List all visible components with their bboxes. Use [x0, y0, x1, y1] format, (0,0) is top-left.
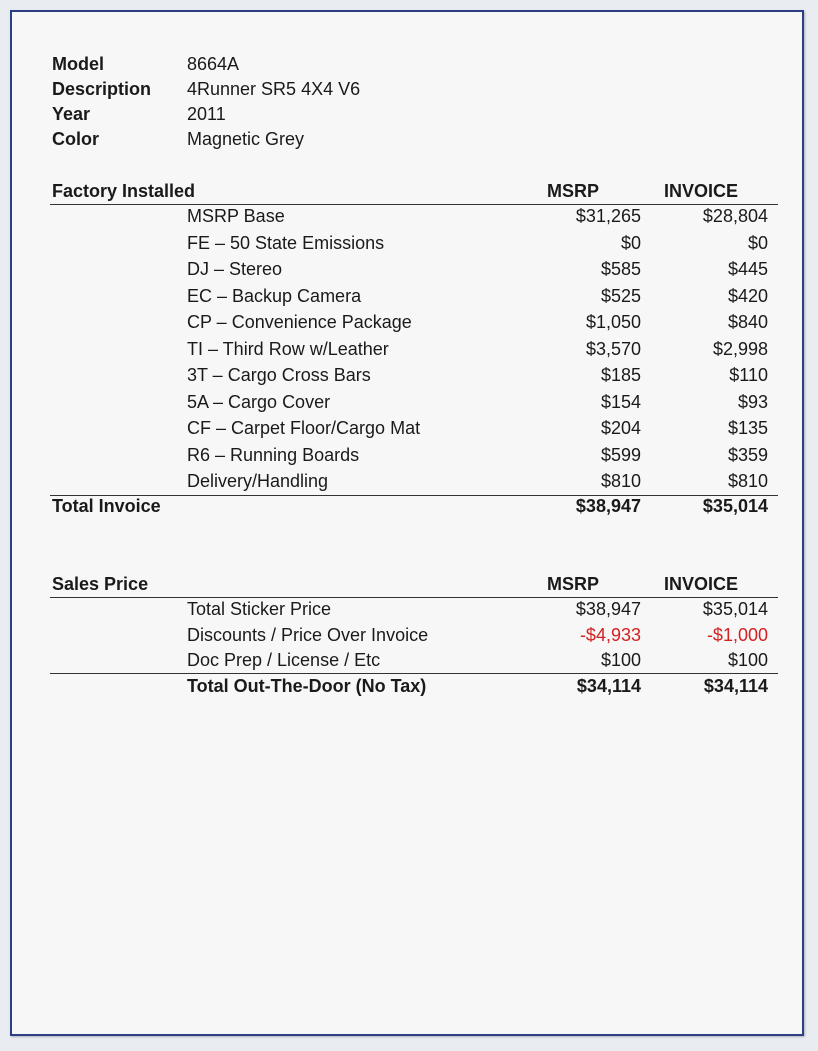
item-label: EC – Backup Camera — [187, 285, 362, 306]
total-invoice-msrp: $38,947 — [575, 496, 641, 516]
item-invoice: $0 — [747, 232, 768, 253]
item-invoice: $840 — [727, 312, 768, 332]
factory-msrp-heading: MSRP — [547, 181, 600, 201]
out-the-door-label: Total Out-The-Door (No Tax) — [187, 676, 427, 696]
color-label: Color — [52, 129, 99, 149]
sales-heading: Sales Price — [52, 574, 149, 594]
item-invoice: $35,014 — [702, 599, 768, 619]
factory-invoice-heading: INVOICE — [664, 181, 739, 201]
item-label: TI – Third Row w/Leather — [187, 338, 389, 359]
item-msrp: $810 — [600, 471, 641, 491]
item-msrp: $100 — [600, 650, 641, 670]
description-value: 4Runner SR5 4X4 V6 — [187, 79, 361, 99]
color-value: Magnetic Grey — [187, 129, 305, 149]
item-label: MSRP Base — [187, 206, 285, 226]
item-msrp: $585 — [600, 259, 641, 279]
item-msrp: $525 — [600, 285, 641, 306]
price-sheet-page — [10, 10, 804, 1036]
table-row — [12, 230, 806, 256]
item-msrp: -$4,933 — [579, 624, 641, 645]
year-label: Year — [52, 104, 91, 124]
total-invoice-invoice: $35,014 — [702, 496, 768, 516]
sales-invoice-heading: INVOICE — [664, 574, 739, 594]
item-invoice: $110 — [729, 365, 768, 385]
total-invoice-label: Total Invoice — [52, 496, 161, 516]
item-msrp: $1,050 — [585, 312, 641, 332]
item-invoice: $810 — [727, 471, 768, 491]
item-label: Total Sticker Price — [187, 599, 332, 619]
table-row — [12, 389, 806, 415]
table-row — [12, 309, 806, 335]
item-label: CF – Carpet Floor/Cargo Mat — [187, 418, 421, 438]
out-the-door-invoice: $34,114 — [703, 676, 768, 696]
item-label: 3T – Cargo Cross Bars — [187, 365, 371, 385]
item-invoice: $135 — [727, 418, 768, 438]
table-row — [12, 442, 806, 468]
description-label: Description — [52, 79, 152, 99]
item-label: DJ – Stereo — [187, 259, 283, 279]
item-msrp: $0 — [620, 232, 641, 253]
table-row — [12, 362, 806, 388]
item-invoice: $2,998 — [712, 338, 768, 359]
factory-heading: Factory Installed — [52, 181, 196, 201]
item-label: FE – 50 State Emissions — [187, 232, 385, 253]
table-row — [12, 203, 806, 229]
item-label: CP – Convenience Package — [187, 312, 412, 332]
table-row — [12, 596, 806, 622]
year-value: 2011 — [187, 104, 226, 124]
item-invoice: $28,804 — [702, 206, 768, 226]
model-value: 8664A — [187, 54, 240, 74]
out-the-door-row — [12, 673, 806, 699]
table-row — [12, 336, 806, 362]
item-label: Delivery/Handling — [187, 471, 329, 491]
item-msrp: $3,570 — [585, 338, 641, 359]
item-msrp: $38,947 — [575, 599, 641, 619]
table-row — [12, 415, 806, 441]
table-row — [12, 622, 806, 648]
item-msrp: $31,265 — [575, 206, 641, 226]
table-row — [12, 647, 806, 673]
item-invoice: $420 — [727, 285, 768, 306]
item-invoice: $100 — [727, 650, 768, 670]
item-invoice: $359 — [727, 444, 768, 465]
item-msrp: $185 — [600, 365, 641, 385]
item-msrp: $599 — [600, 444, 641, 465]
item-label: Discounts / Price Over Invoice — [187, 624, 429, 645]
model-label: Model — [52, 54, 104, 74]
total-invoice-row — [12, 493, 806, 519]
table-row — [12, 283, 806, 309]
sales-msrp-heading: MSRP — [547, 574, 600, 594]
item-label: R6 – Running Boards — [187, 444, 360, 465]
item-invoice: -$1,000 — [706, 624, 768, 645]
table-row — [12, 468, 806, 494]
item-label: 5A – Cargo Cover — [187, 391, 331, 412]
item-invoice: $93 — [737, 391, 768, 412]
item-label: Doc Prep / License / Etc — [187, 650, 381, 670]
item-msrp: $154 — [600, 391, 641, 412]
table-row — [12, 256, 806, 282]
out-the-door-msrp: $34,114 — [576, 676, 641, 696]
item-msrp: $204 — [600, 418, 641, 438]
item-invoice: $445 — [727, 259, 768, 279]
